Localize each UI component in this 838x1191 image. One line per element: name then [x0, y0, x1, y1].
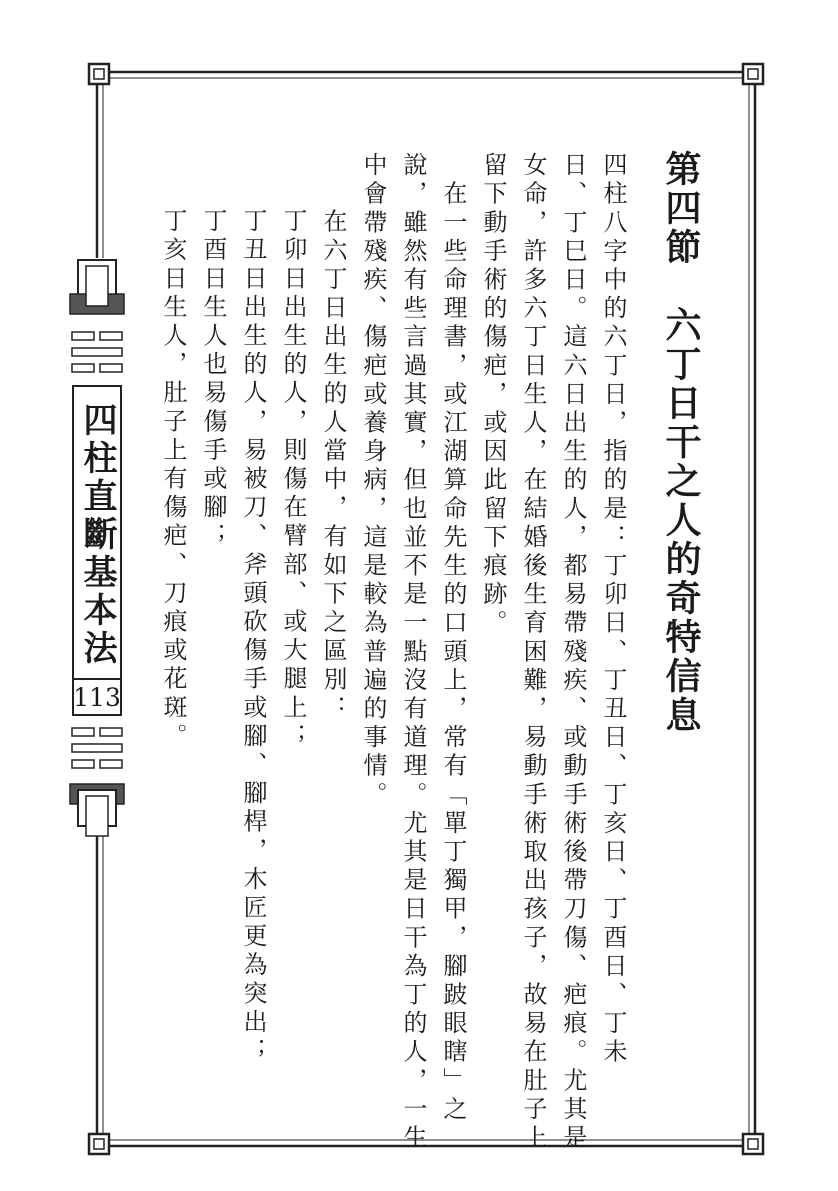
section-title: 第四節 六丁日干之人的奇特信息	[660, 150, 701, 735]
list-column: 丁卯日出生的人，則傷在臂部、或大腿上；	[279, 208, 307, 752]
body-column: 在一些命理書，或江湖算命先生的口頭上，常有「單丁獨甲，腳跛眼瞎」之	[439, 152, 467, 1125]
page-number: 113	[72, 678, 122, 716]
list-column: 在六丁日出生的人當中，有如下之區別：	[319, 180, 347, 724]
list-column: 丁亥日生人，肚子上有傷疤、刀痕或花斑。	[159, 208, 187, 752]
spine-book-title: 四柱直斷基本法	[77, 402, 117, 668]
body-column: 說，雖然有些言過其實，但也並不是一點沒有道理。尤其是日干為丁的人，一生	[399, 152, 427, 1153]
body-column: 中會帶殘疾、傷疤或養身病，這是較為普遍的事情。	[359, 152, 387, 810]
list-column: 丁丑日出生的人，易被刀、斧頭砍傷手或腳、腳桿，木匠更為突出；	[239, 208, 267, 1066]
body-column: 女命，許多六丁日生人，在結婚後生育困難，易動手術取出孩子，故易在肚子上	[519, 152, 547, 1153]
body-column: 留下動手術的傷疤，或因此留下痕跡。	[479, 152, 507, 639]
body-column: 日、丁巳日。這六日出生的人，都易帶殘疾、或動手術後帶刀傷、疤痕。尤其是	[559, 152, 587, 1153]
body-column: 四柱八字中的六丁日，指的是：丁卯日、丁丑日、丁亥日、丁酉日、丁未	[599, 152, 627, 1068]
spine-book-title-box	[72, 385, 122, 685]
list-column: 丁酉日生人也易傷手或腳；	[199, 208, 227, 552]
